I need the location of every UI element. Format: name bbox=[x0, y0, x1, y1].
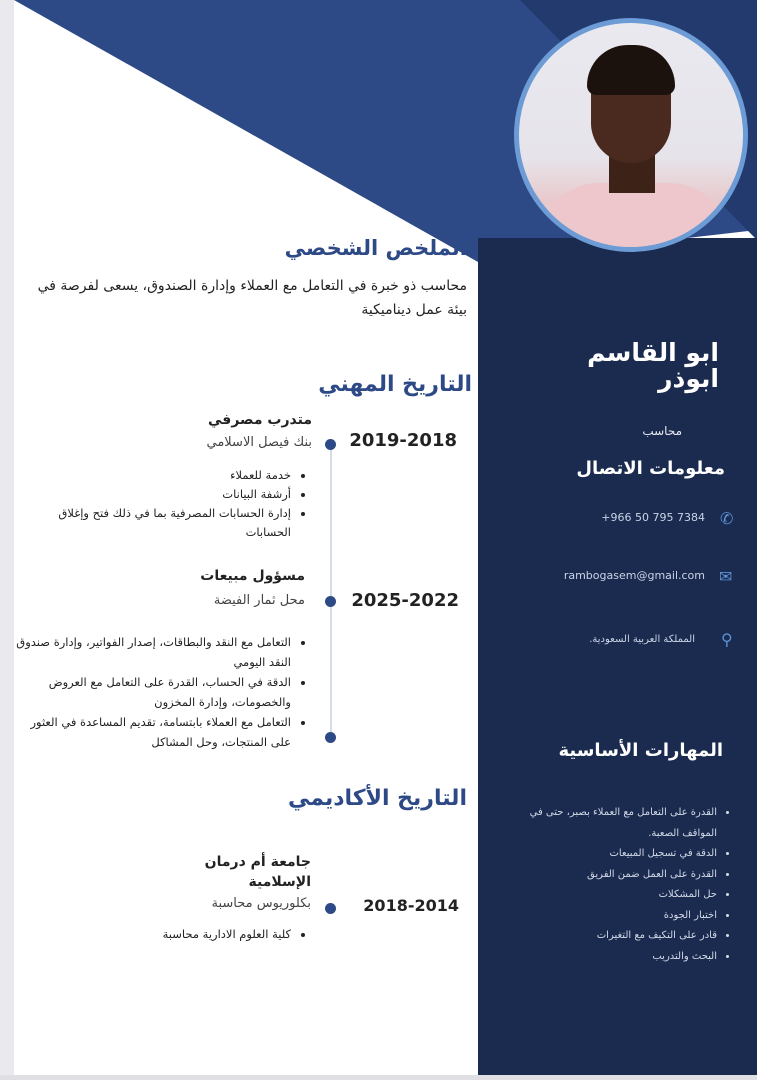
phone-number[interactable]: +966 50 795 7384 bbox=[601, 511, 705, 524]
summary-title: الملخص الشخصي bbox=[284, 236, 467, 260]
timeline-dot bbox=[325, 439, 336, 450]
edu-school: جامعة أم درمان الإسلامية bbox=[204, 854, 311, 890]
skill-item: • القدرة على العمل ضمن الفريق bbox=[492, 865, 717, 886]
experience-title: التاريخ المهني bbox=[318, 372, 472, 397]
contact-title: معلومات الاتصال bbox=[576, 458, 725, 479]
timeline-dot bbox=[325, 596, 336, 607]
education-title: التاريخ الأكاديمي bbox=[287, 786, 467, 811]
skill-item: • اختبار الجودة bbox=[492, 906, 717, 927]
skill-item: • القدرة على التعامل مع العملاء بصبر، حتى في المواقف الصعبة. bbox=[492, 803, 717, 844]
edu-bullets bbox=[31, 927, 309, 941]
skill-item: • البحث والتدريب bbox=[492, 947, 717, 968]
location-pin-icon: ⚲ bbox=[721, 630, 733, 649]
skills-list bbox=[492, 803, 735, 967]
skill-item: • حل المشكلات bbox=[492, 885, 717, 906]
edu-degree: بكلوريوس محاسبة bbox=[211, 896, 311, 911]
bullet: • أرشفة البيانات bbox=[11, 485, 291, 504]
job-role: مسؤول مبيعات bbox=[200, 568, 305, 584]
job-dates: 2025-2022 bbox=[351, 590, 459, 611]
job-role: متدرب مصرفي bbox=[208, 412, 312, 428]
bullet: • كلية العلوم الادارية محاسبة bbox=[31, 927, 291, 941]
skill-item: • قادر على التكيف مع التغيرات bbox=[492, 926, 717, 947]
email-address[interactable]: rambogasem@gmail.com bbox=[563, 569, 705, 582]
timeline-dot bbox=[325, 732, 336, 743]
bullet: • التعامل مع النقد والبطاقات، إصدار الفواتير، وإدارة صندوق النقد اليومي bbox=[11, 632, 291, 672]
bullet: • الدقة في الحساب، القدرة على التعامل مع العروض والخصومات، وإدارة المخزون bbox=[11, 672, 291, 712]
job-title: محاسب bbox=[642, 424, 682, 438]
job-org: محل ثمار الفيضة bbox=[213, 593, 305, 608]
timeline-dot bbox=[325, 903, 336, 914]
skills-title: المهارات الأساسية bbox=[558, 740, 723, 761]
job-dates: 2019-2018 bbox=[349, 430, 457, 451]
job-org: بنك فيصل الاسلامي bbox=[206, 435, 312, 450]
email-icon: ✉ bbox=[719, 567, 733, 586]
full-name: ابو القاسم ابوذر bbox=[587, 338, 719, 393]
location: المملكة العربية السعودية. bbox=[589, 634, 695, 645]
summary-text: محاسب ذو خبرة في التعامل مع العملاء وإدارة الصندوق، يسعى لفرصة في بيئة عمل ديناميكية bbox=[37, 278, 467, 318]
edu-dates: 2018-2014 bbox=[363, 896, 459, 915]
bullet: • التعامل مع العملاء بابتسامة، تقديم المساعدة في العثور على المنتجات، وحل المشاكل bbox=[11, 712, 291, 752]
job-bullets bbox=[11, 466, 309, 542]
bullet: • إدارة الحسابات المصرفية بما في ذلك فتح وإغلاق الحسابات bbox=[11, 504, 291, 542]
phone-icon: ✆ bbox=[720, 509, 734, 528]
skill-item: • الدقة في تسجيل المبيعات bbox=[492, 844, 717, 865]
profile-photo bbox=[514, 18, 748, 252]
job-bullets bbox=[11, 632, 309, 752]
bullet: • خدمة للعملاء bbox=[11, 466, 291, 485]
